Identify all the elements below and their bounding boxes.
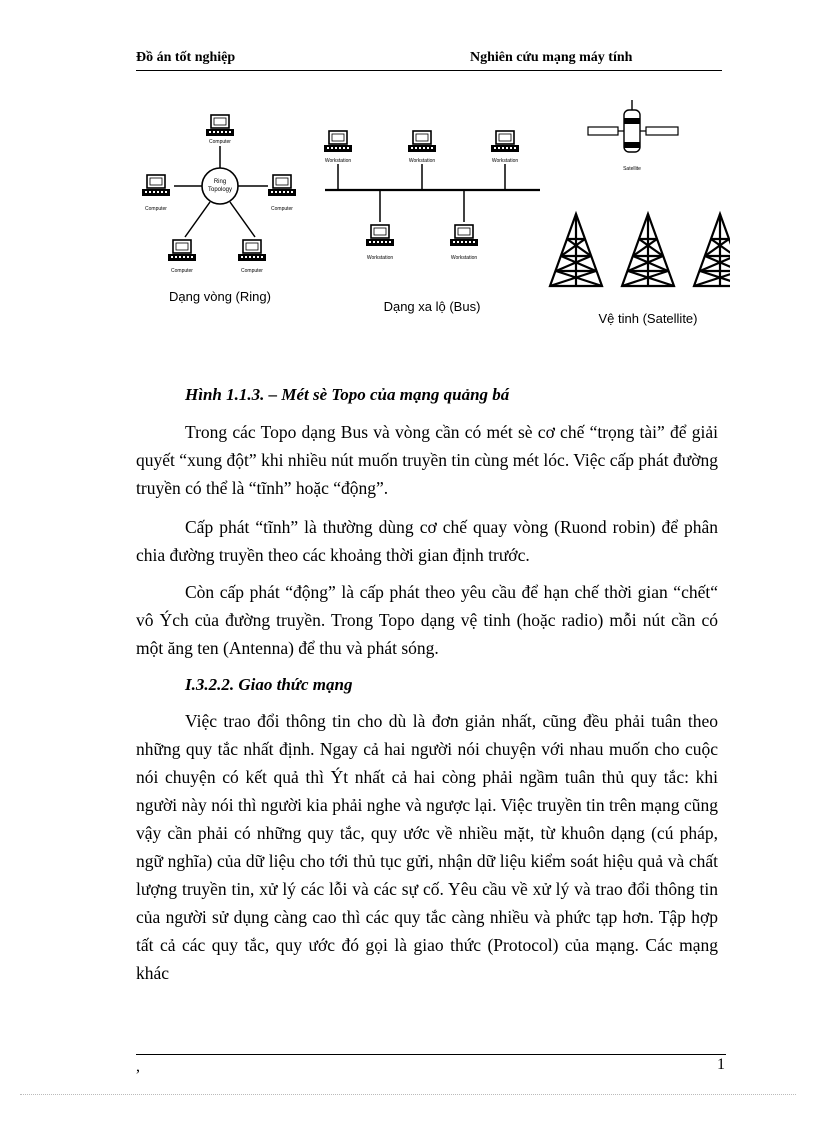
satellite-label: Satellite (623, 166, 641, 172)
workstation-icon (408, 131, 436, 152)
node-label: Computer (271, 206, 293, 212)
workstation-icon (366, 225, 394, 246)
satellite-topology (550, 100, 730, 326)
workstation-icon (491, 131, 519, 152)
header-left: Đồ án tốt nghiệp (136, 50, 236, 65)
workstation-icon (450, 225, 478, 246)
satellite-caption: Vệ tinh (Satellite) (598, 311, 698, 326)
workstation-icon (324, 131, 352, 152)
figure-caption: Hình 1.1.3. – Mét sè Topo của mạng quảng bá (185, 385, 510, 404)
computer-icon (238, 240, 266, 261)
antenna-tower-icon (694, 214, 730, 286)
ring-caption: Dạng vòng (Ring) (169, 289, 271, 304)
footer-left: , (136, 1058, 140, 1075)
section-heading: I.3.2.2. Giao thức mạng (185, 675, 353, 694)
ring-hub (202, 168, 238, 204)
paragraph-4: Việc trao đổi thông tin cho dù là đơn giản nhất, cũng đều phải tuân theo những quy tắc nhất định. Ngay cả hai người nói chuyện với nhau muốn cho cuộc nói chuyện có kết quả thì Ýt nhất cả hai còng phải ngầm tuân thủ quy tắc: khi người này nói thì người kia phải nghe và ngược lại. Việc truyền tin trên mạng cũng vậy cần phải có những quy tắc, quy ước về nhiều mặt, từ khuôn dạng (cú pháp, ngữ nghĩa) của dữ liệu cho tới thủ tục gửi, nhận dữ liệu kiểm soát hiệu quả và chất lượng truyền tin, xử lý các lỗi và các sự cố. Yêu cầu về xử lý và trao đổi thông tin của người sử dụng càng cao thì các quy tắc càng nhiều và phức tạp hơn. Tập hợp tất cả các quy tắc, quy ước đó gọi là giao thức (Protocol) của mạng. Các mạng khác (136, 711, 718, 983)
header-right: Nghiên cứu mạng máy tính (470, 50, 633, 65)
satellite-icon (588, 100, 678, 152)
paragraph-2: Cấp phát “tĩnh” là thường dùng cơ chế quay vòng (Ruond robin) để phân chia đường truyền theo các khoảng thời gian định trước. (136, 517, 718, 565)
antenna-tower-icon (622, 214, 674, 286)
page-edge (20, 1094, 796, 1095)
node-label: Workstation (324, 158, 352, 164)
ring-topology (142, 115, 296, 304)
node-label: Computer (171, 268, 193, 274)
antenna-tower-icon (550, 214, 602, 286)
ring-hub-label: Topology (207, 187, 233, 193)
computer-icon (142, 175, 170, 196)
page-number: 1 (717, 1056, 725, 1073)
node-label: Workstation (491, 158, 519, 164)
node-label: Workstation (366, 255, 394, 261)
topology-figure (130, 92, 730, 332)
computer-icon (268, 175, 296, 196)
bus-topology (324, 131, 540, 314)
computer-icon (168, 240, 196, 261)
ring-hub-label: Ring (213, 179, 227, 185)
paragraph-1: Trong các Topo dạng Bus và vòng cần có mét sè cơ chế “trọng tài” để giải quyết “xung đột” khi nhiều nút muốn truyền tin cùng mét lóc. Việc cấp phát đường truyền có thể là “tĩnh” hoặc “động”. (136, 422, 718, 498)
computer-icon (206, 115, 234, 136)
node-label: Workstation (408, 158, 436, 164)
node-label: Computer (145, 206, 167, 212)
node-label: Computer (241, 268, 263, 274)
footer-rule (136, 1054, 726, 1055)
node-label: Workstation (450, 255, 478, 261)
node-label: Computer (209, 139, 231, 145)
page-header (136, 50, 722, 71)
bus-caption: Dạng xa lộ (Bus) (383, 299, 481, 314)
paragraph-3: Còn cấp phát “động” là cấp phát theo yêu cầu để hạn chế thời gian “chết“ vô Ých của đường truyền. Trong Topo dạng vệ tinh (hoặc radio) mỗi nút cần có một ăng ten (Antenna) để thu và phát sóng. (136, 582, 718, 658)
